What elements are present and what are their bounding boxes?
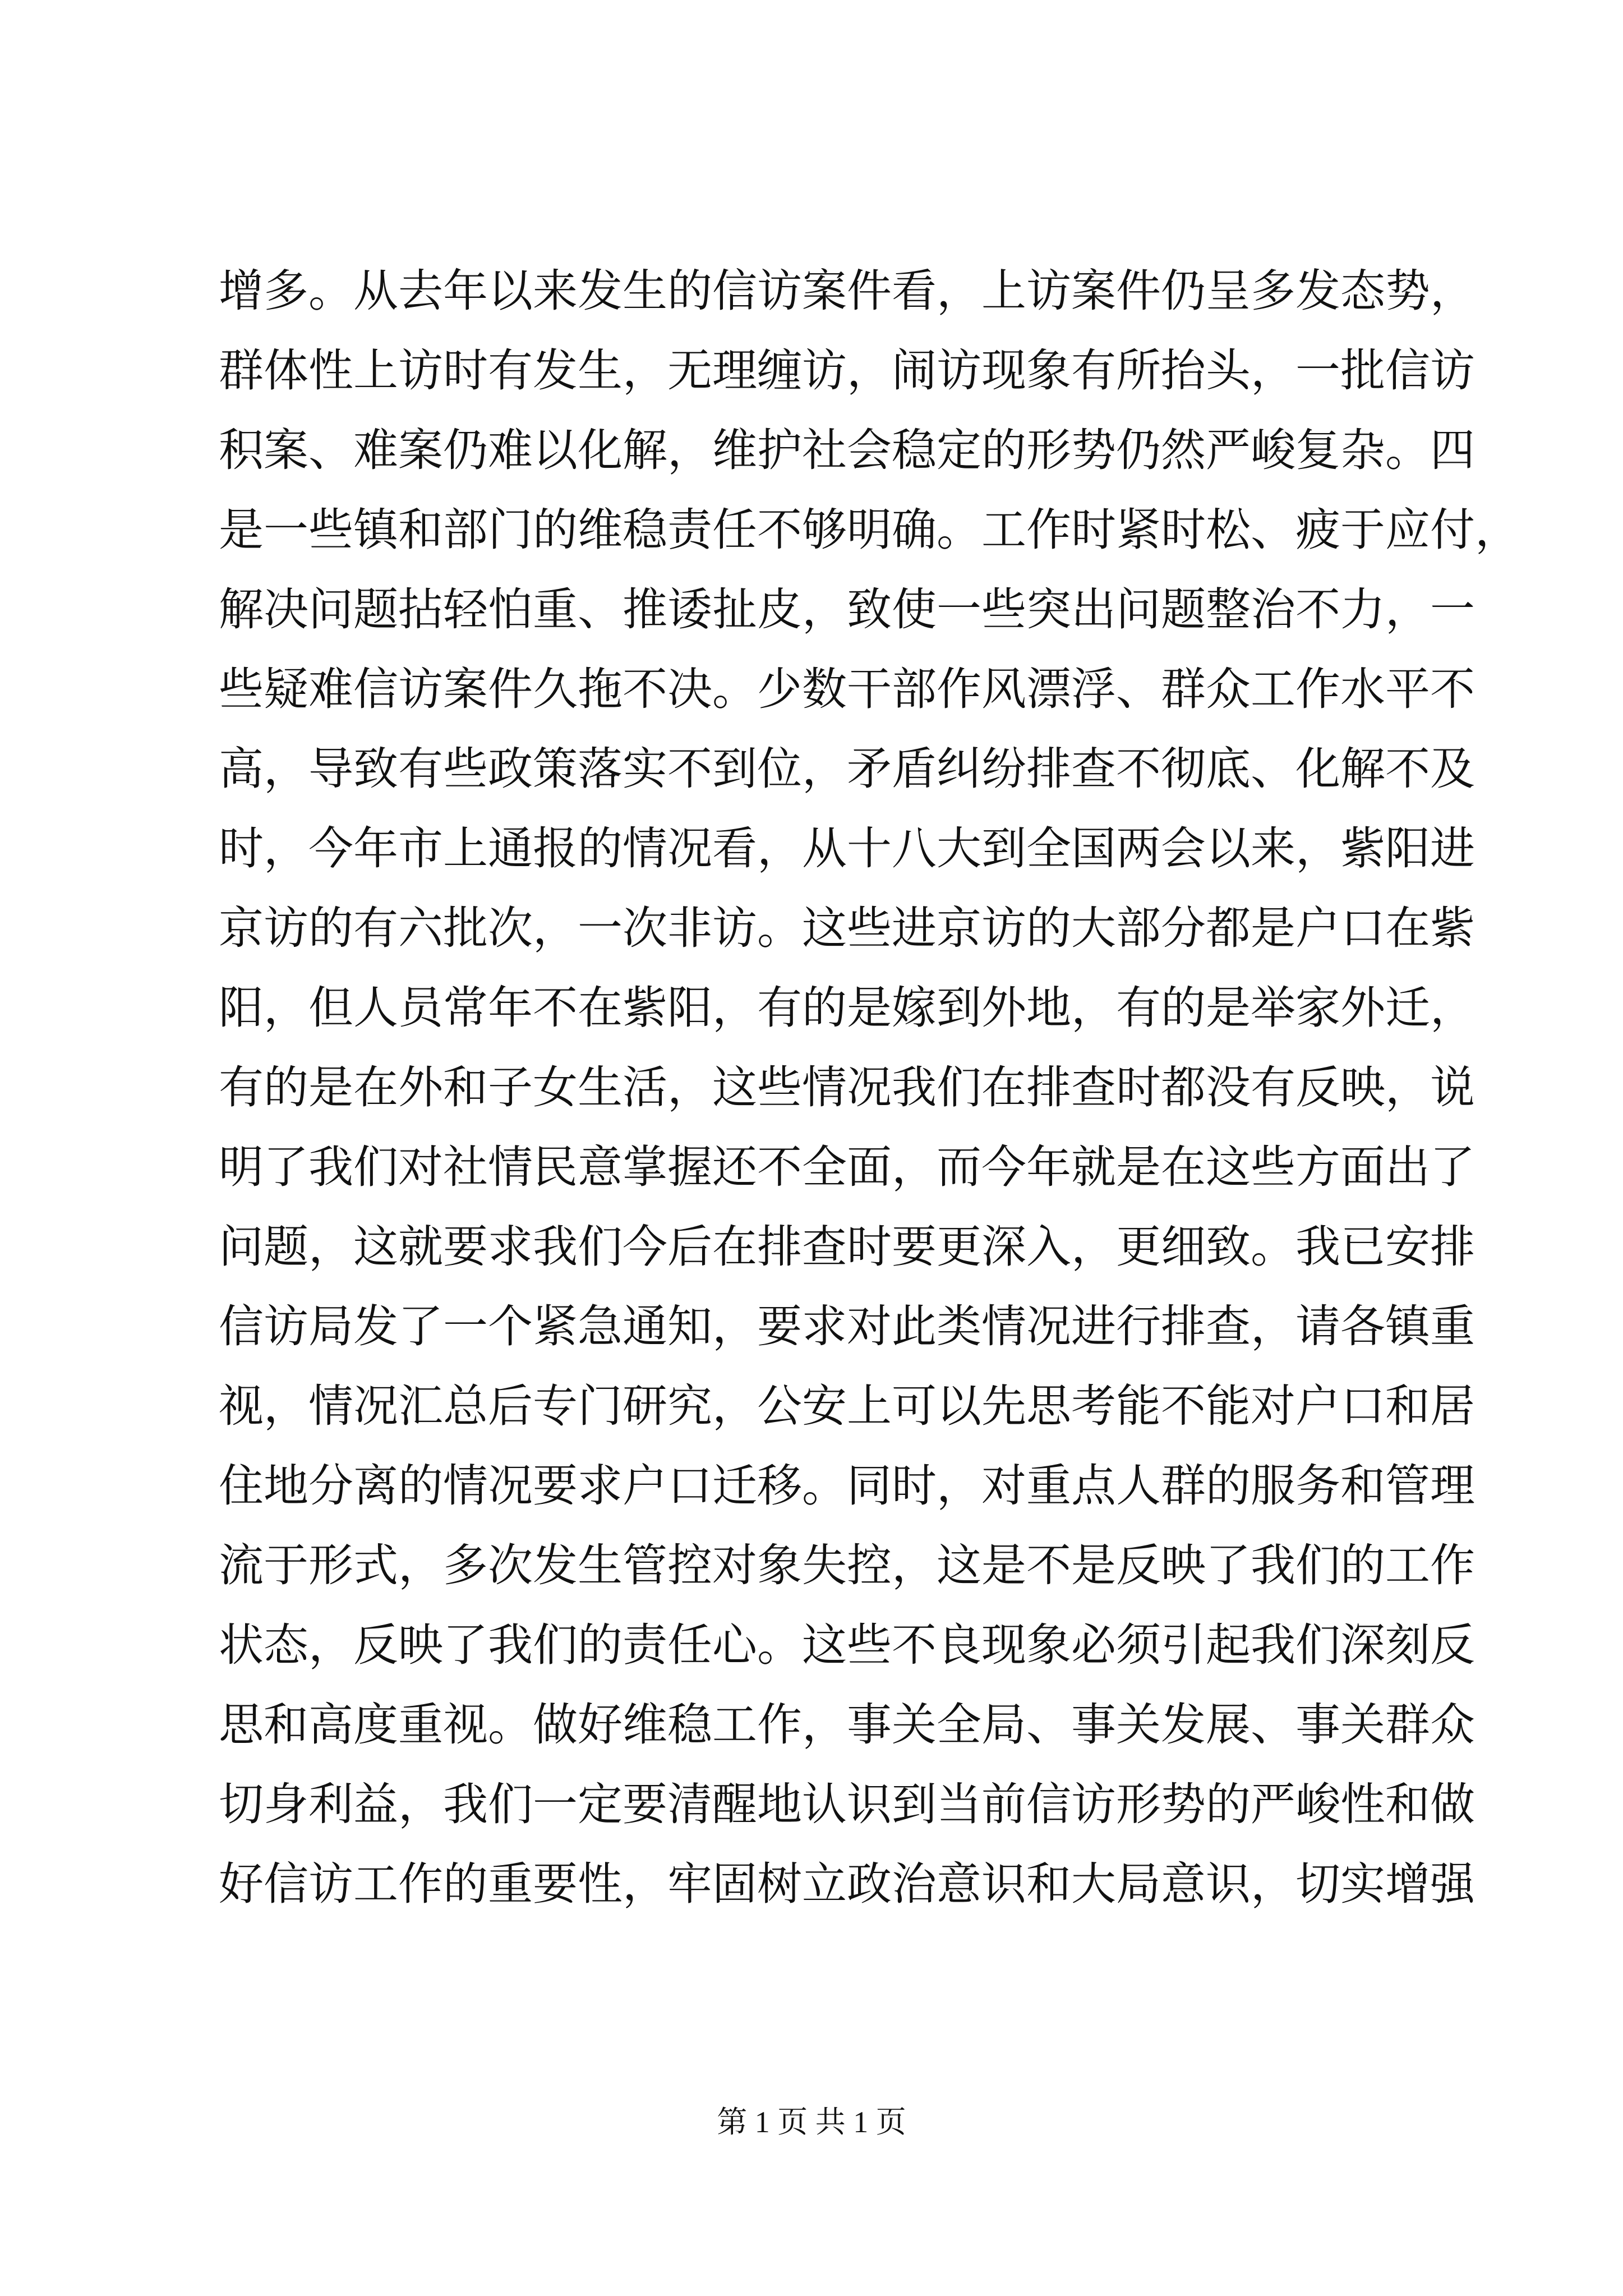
text-line: 些疑难信访案件久拖不决。少数干部作风漂浮、群众工作水平不 [219, 662, 1475, 715]
text-line: 明了我们对社情民意掌握还不全面，而今年就是在这些方面出了 [219, 1140, 1475, 1193]
text-line: 视，情况汇总后专门研究，公安上可以先思考能不能对户口和居 [219, 1379, 1475, 1432]
text-line: 住地分离的情况要求户口迁移。同时，对重点人群的服务和管理 [219, 1459, 1475, 1512]
text-line: 群体性上访时有发生，无理缠访，闹访现象有所抬头，一批信访 [219, 344, 1475, 397]
text-line: 积案、难案仍难以化解，维护社会稳定的形势仍然严峻复杂。四 [219, 424, 1475, 476]
text-line: 阳，但人员常年不在紫阳，有的是嫁到外地，有的是举家外迁， [219, 981, 1475, 1034]
text-line: 好信访工作的重要性，牢固树立政治意识和大局意识，切实增强 [219, 1857, 1475, 1910]
text-line: 高，导致有些政策落实不到位，矛盾纠纷排查不彻底、化解不及 [219, 742, 1475, 795]
text-line: 信访局发了一个紧急通知，要求对此类情况进行排查，请各镇重 [219, 1300, 1475, 1352]
text-line: 时，今年市上通报的情况看，从十八大到全国两会以来，紫阳进 [219, 822, 1475, 875]
text-line: 有的是在外和子女生活，这些情况我们在排查时都没有反映，说 [219, 1061, 1475, 1114]
text-line: 问题，这就要求我们今后在排查时要更深入，更细致。我已安排 [219, 1220, 1475, 1273]
text-line: 增多。从去年以来发生的信访案件看，上访案件仍呈多发态势， [219, 264, 1475, 317]
text-line: 思和高度重视。做好维稳工作，事关全局、事关发展、事关群众 [219, 1698, 1475, 1751]
text-line: 流于形式，多次发生管控对象失控，这是不是反映了我们的工作 [219, 1539, 1475, 1591]
text-line: 解决问题拈轻怕重、推诿扯皮，致使一些突出问题整治不力，一 [219, 583, 1475, 636]
page-footer: 第 1 页 共 1 页 [717, 2105, 906, 2139]
body-text [219, 247, 1520, 1920]
text-line: 京访的有六批次，一次非访。这些进京访的大部分都是户口在紫 [219, 901, 1475, 954]
text-line: 切身利益，我们一定要清醒地认识到当前信访形势的严峻性和做 [219, 1778, 1475, 1830]
text-line: 状态，反映了我们的责任心。这些不良现象必须引起我们深刻反 [219, 1618, 1475, 1671]
text-line: 是一些镇和部门的维稳责任不够明确。工作时紧时松、疲于应付， [219, 503, 1520, 556]
